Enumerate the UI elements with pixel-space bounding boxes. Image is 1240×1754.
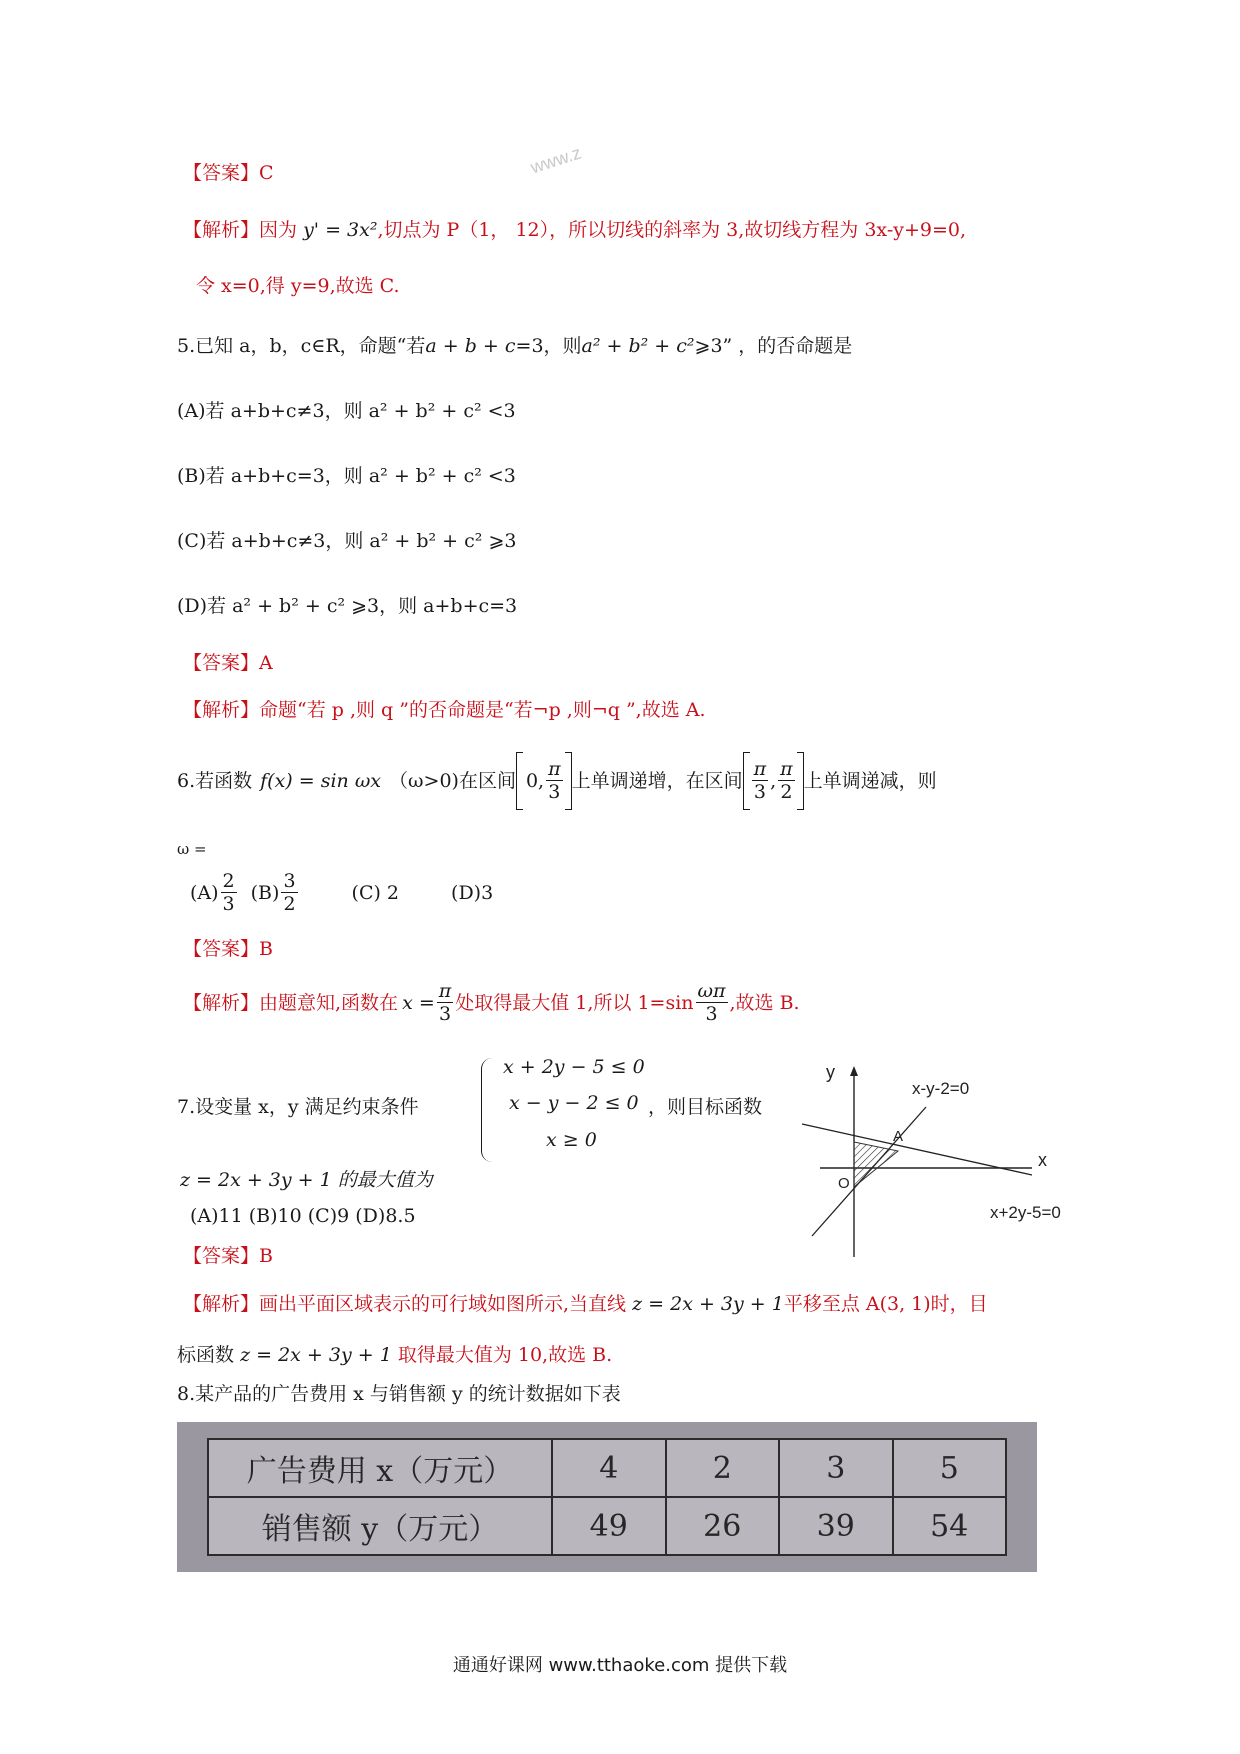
comma: , — [770, 769, 777, 792]
analysis-label: 【解析】 — [183, 219, 260, 241]
denominator: 3 — [548, 781, 561, 803]
denominator: 3 — [438, 1003, 452, 1025]
q6-omega: ω = — [177, 840, 207, 858]
line-label-2: x+2y-5=0 — [990, 1203, 1061, 1222]
fraction — [778, 760, 795, 802]
table-row — [208, 1439, 1006, 1497]
q7-analysis-line1 — [183, 1295, 988, 1314]
numerator: π — [438, 980, 452, 1002]
numerator: π — [780, 758, 793, 780]
analysis-text: 处取得最大值 1,所以 1=sin — [455, 991, 694, 1014]
denominator: 2 — [780, 781, 793, 803]
stem-text: 5.已知 a，b，c∈R，命题“若 — [177, 335, 426, 357]
table-header-cell: 销售额 y（万元） — [208, 1497, 552, 1555]
watermark: www.z — [528, 142, 584, 178]
numerator: 3 — [283, 870, 296, 892]
q6-options — [190, 872, 493, 914]
constraint-brace — [481, 1058, 492, 1162]
q4-answer: 【答案】C — [183, 162, 274, 184]
x-axis-label: x — [1038, 1150, 1047, 1170]
interval-2 — [743, 752, 804, 810]
fraction — [281, 872, 297, 914]
table-cell: 4 — [552, 1439, 666, 1497]
analysis-text: 命题“若 p ,则 q ”的否命题是“若¬p ,则¬q ”,故选 A. — [259, 699, 706, 721]
math-expr: a² + b² + c² — [581, 335, 695, 357]
q4-analysis-line2: 令 x=0,得 y=9,故选 C. — [196, 275, 400, 297]
bracket-left — [516, 752, 523, 810]
page-footer: 通通好课网 www.tthaoke.com 提供下载 — [452, 1655, 788, 1676]
fraction — [221, 872, 237, 914]
numerator: 2 — [222, 870, 235, 892]
q7-objective: z = 2x + 3y + 1 的最大值为 — [180, 1169, 433, 1191]
fraction — [437, 982, 454, 1024]
line-label-1: x-y-2=0 — [912, 1079, 970, 1098]
analysis-text: 取得最大值为 10,故选 B. — [397, 1344, 613, 1366]
table-cell: 54 — [893, 1497, 1007, 1555]
q7-answer: 【答案】B — [183, 1245, 273, 1267]
bracket-left — [743, 752, 750, 810]
stem-text: =3，则 — [515, 335, 582, 357]
y-axis-arrow — [850, 1066, 858, 1076]
feasible-region-figure — [800, 1062, 1100, 1262]
data-table — [207, 1438, 1007, 1556]
origin-label: O — [838, 1175, 850, 1192]
y-axis-label: y — [826, 1062, 835, 1082]
q6-analysis — [183, 982, 800, 1024]
interval-1 — [516, 752, 572, 810]
table-cell: 39 — [779, 1497, 893, 1555]
q5-option-d: (D)若 a² + b² + c² ⩾3，则 a+b+c=3 — [177, 595, 518, 617]
option-label: (A) — [190, 881, 219, 904]
interval-text: 0, — [525, 769, 545, 792]
table-cell: 2 — [666, 1439, 780, 1497]
analysis-label: 【解析】 — [183, 699, 260, 721]
denominator: 3 — [222, 893, 235, 915]
q6-stem — [177, 752, 937, 810]
denominator: 2 — [283, 893, 296, 915]
math-expr: z = 2x + 3y + 1 — [632, 1293, 784, 1315]
stem-text: ⩾3” ，的否命题是 — [694, 335, 853, 357]
numerator: π — [753, 758, 767, 780]
analysis-label: 【解析】 — [183, 991, 260, 1014]
table-cell: 26 — [666, 1497, 780, 1555]
bracket-right — [797, 752, 804, 810]
option: (C) 2 — [351, 881, 400, 904]
analysis-text: 画出平面区域表示的可行域如图所示,当直线 — [259, 1293, 627, 1315]
data-table-photo — [177, 1422, 1037, 1572]
table-header-cell: 广告费用 x（万元） — [208, 1439, 552, 1497]
math-expr: f(x) = sin ωx — [260, 769, 382, 792]
q5-stem — [177, 337, 852, 356]
q5-answer: 【答案】A — [183, 652, 273, 674]
analysis-text: ,故选 B. — [729, 991, 800, 1014]
option-label: (B) — [250, 881, 280, 904]
q5-option-a: (A)若 a+b+c≠3，则 a² + b² + c² <3 — [177, 400, 516, 422]
stem-text: 上单调递增，在区间 — [571, 769, 743, 792]
analysis-text: 平移至点 A(3, 1)时，目 — [783, 1293, 988, 1315]
denominator: 3 — [705, 1003, 718, 1025]
constraint-2: x − y − 2 ≤ 0 — [509, 1092, 639, 1114]
table-cell: 5 — [893, 1439, 1007, 1497]
bracket-right — [565, 752, 572, 810]
line-x-y-2 — [812, 1107, 926, 1236]
math-expr: y' = 3x² — [303, 219, 378, 241]
stem-text: （ω>0)在区间 — [389, 769, 516, 792]
q5-analysis — [183, 701, 706, 720]
analysis-text: 标函数 — [177, 1344, 235, 1366]
q7-analysis-line2 — [177, 1346, 612, 1365]
table-cell: 3 — [779, 1439, 893, 1497]
option: (D)3 — [451, 881, 494, 904]
q5-option-b: (B)若 a+b+c=3，则 a² + b² + c² <3 — [177, 465, 516, 487]
stem-text: 6.若函数 — [177, 769, 253, 792]
numerator: π — [548, 758, 561, 780]
q5-option-c: (C)若 a+b+c≠3，则 a² + b² + c² ⩾3 — [177, 530, 517, 552]
fraction — [752, 760, 769, 802]
q7-options: (A)11 (B)10 (C)9 (D)8.5 — [190, 1205, 416, 1227]
numerator: ωπ — [697, 980, 726, 1002]
math-expr: x = — [402, 991, 435, 1014]
math-expr: z = 2x + 3y + 1 — [240, 1344, 392, 1366]
q6-answer: 【答案】B — [183, 938, 273, 960]
analysis-text: 因为 — [259, 219, 298, 241]
fraction — [696, 982, 728, 1024]
point-a-label: A — [893, 1128, 904, 1145]
q8-stem: 8.某产品的广告费用 x 与销售额 y 的统计数据如下表 — [177, 1383, 621, 1405]
q7-stem: 7.设变量 x，y 满足约束条件 — [177, 1096, 419, 1118]
analysis-label: 【解析】 — [183, 1293, 260, 1315]
table-row — [208, 1497, 1006, 1555]
fraction — [546, 760, 563, 802]
q4-analysis-line1 — [183, 221, 966, 240]
table-cell: 49 — [552, 1497, 666, 1555]
constraint-3: x ≥ 0 — [546, 1129, 597, 1151]
denominator: 3 — [753, 781, 766, 803]
analysis-text: 由题意知,函数在 — [259, 991, 399, 1014]
analysis-text: ,切点为 P（1， 12），所以切线的斜率为 3,故切线方程为 3x-y+9=0, — [377, 219, 967, 241]
stem-text: 上单调递减，则 — [803, 769, 937, 792]
math-expr: a + b + c — [425, 335, 516, 357]
q7-stem-tail: ，则目标函数 — [648, 1096, 763, 1118]
constraint-1: x + 2y − 5 ≤ 0 — [503, 1056, 645, 1078]
